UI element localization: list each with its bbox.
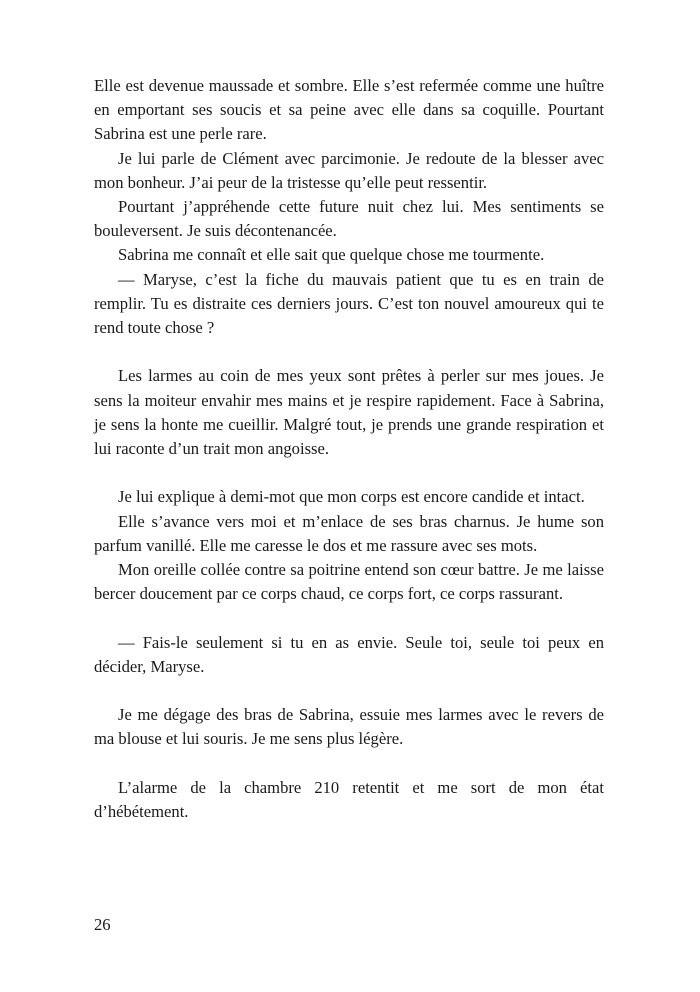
paragraph: Elle est devenue maussade et sombre. Elle s’est refermée comme une huître en emportant ses soucis et sa peine avec elle dans sa coquille. Pourtant Sabrina est une perle rare. [94, 76, 604, 144]
paragraph: — Fais-le seulement si tu en as envie. Seule toi, seule toi peux en décider, Maryse. [94, 632, 604, 676]
paragraph: Je me dégage des bras de Sabrina, essuie mes larmes avec le revers de ma blouse et lui souris. Je me sens plus légère. [94, 705, 604, 749]
paragraph: Elle s’avance vers moi et m’enlace de ses bras charnus. Je hume son parfum vanillé. Elle me caresse le dos et me rassure avec ses mots. [94, 511, 604, 555]
paragraph: Mon oreille collée contre sa poitrine entend son cœur battre. Je me laisse bercer doucement par ce corps chaud, ce corps fort, ce corps rassurant. [94, 560, 604, 604]
paragraph: Sabrina me connaît et elle sait que quelque chose me tourmente. [118, 245, 545, 265]
page-body [94, 74, 604, 824]
page-number: 26 [94, 915, 111, 934]
paragraph: Je lui explique à demi-mot que mon corps est encore candide et intact. [118, 487, 585, 507]
paragraph: Je lui parle de Clément avec parcimonie. Je redoute de la blesser avec mon bonheur. J’ai peur de la tristesse qu’elle peut ressentir. [94, 148, 604, 192]
paragraph: Les larmes au coin de mes yeux sont prêtes à perler sur mes joues. Je sens la moiteur envahir mes mains et je respire rapidement. Face à Sabrina, je sens la honte me cueillir. Malgré tout, je prends une grande respiration et lui raconte d’un trait mon angoisse. [94, 366, 604, 459]
paragraph: L’alarme de la chambre 210 retentit et me sort de mon état d’hébétement. [94, 777, 604, 822]
paragraph: — Maryse, c’est la fiche du mauvais patient que tu es en train de remplir. Tu es distraite ces derniers jours. C’est ton nouvel amoureux qui te rend toute chose ? [94, 269, 604, 338]
paragraph: Pourtant j’appréhende cette future nuit chez lui. Mes sentiments se bouleversent. Je suis décontenancée. [94, 197, 604, 241]
